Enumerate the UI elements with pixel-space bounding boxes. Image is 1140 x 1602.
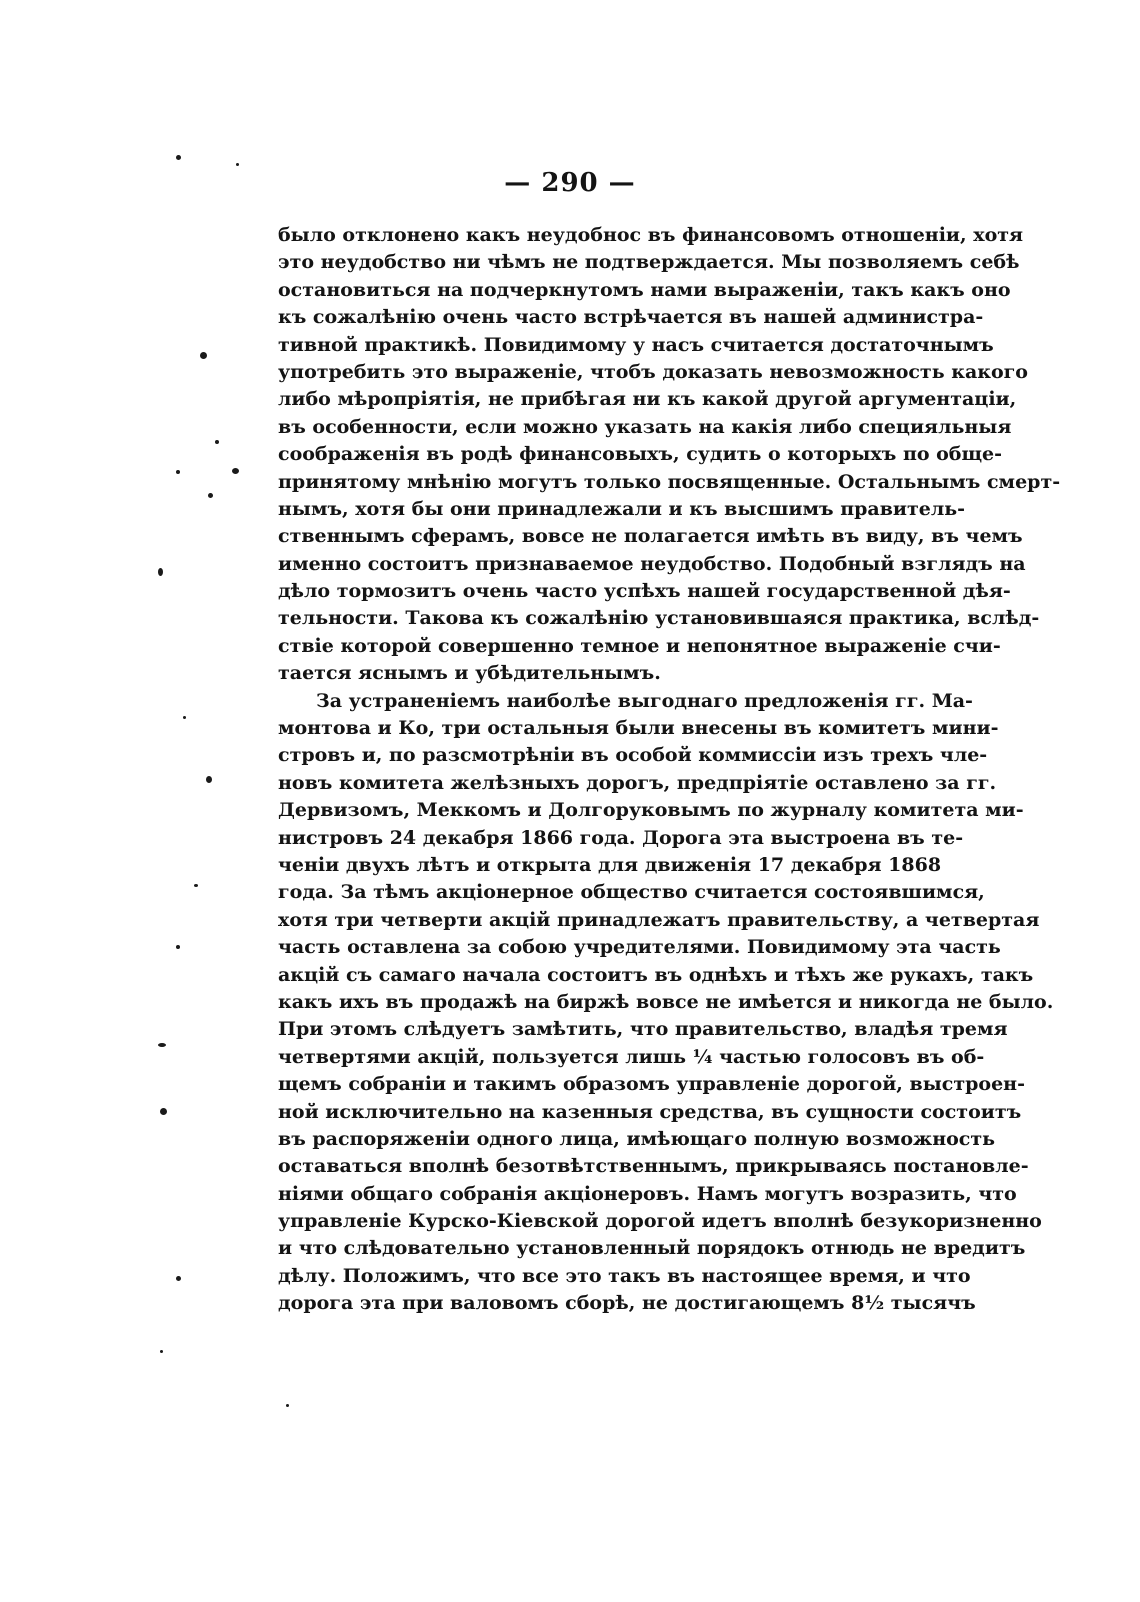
- body-text: [278, 222, 1061, 1318]
- text-line: новъ комитета желѣзныхъ дорогъ, предпрiятie оставлено за гг.: [278, 771, 997, 794]
- text-line: нiями общаго собранiя акцiонеровъ. Намъ могутъ возразить, что: [278, 1182, 1017, 1205]
- text-line: было отклонено какъ неудобнос въ финансовомъ отношенiи, хотя: [278, 224, 1024, 246]
- scan-speck: [236, 163, 239, 166]
- text-line: дѣло тормозитъ очень часто успѣхъ нашей государственной дѣя-: [278, 580, 1011, 603]
- page-number: — 290 —: [504, 168, 636, 198]
- text-line: четвертями акцiй, пользуется лишь ¼ частью голосовъ въ об-: [278, 1045, 985, 1068]
- text-line: монтова и Ко, три остальныя были внесены въ комитетъ мини-: [278, 717, 999, 740]
- paragraph-2: [278, 688, 1054, 1318]
- text-line: ной исключительно на казенныя средства, въ сущности состоитъ: [278, 1100, 1022, 1123]
- text-line: нымъ, хотя бы они принадлежали и къ высшимъ правитель-: [278, 497, 966, 520]
- scan-speck: [200, 352, 207, 359]
- scan-speck: [286, 1404, 289, 1407]
- text-line: въ распоряженiи одного лица, имѣющаго полную возможность: [278, 1127, 996, 1150]
- text-line: соображенiя въ родѣ финансовыхъ, судить о которыхъ по обще-: [278, 443, 1003, 466]
- text-line: При этомъ слѣдуетъ замѣтить, что правительство, владѣя тремя: [278, 1018, 1008, 1041]
- scan-speck: [206, 776, 212, 783]
- text-line: управленie Курско-Кiевской дорогой идетъ вполнѣ безукоризненно: [278, 1210, 1042, 1233]
- scan-speck: [215, 440, 219, 444]
- text-line: и что слѣдовательно установленный порядокъ отнюдь не вредитъ: [278, 1237, 1026, 1260]
- text-line: тается яснымъ и убѣдительнымъ.: [278, 662, 661, 685]
- text-line: года. За тѣмъ акцiонерное общество считается состоявшимся,: [278, 881, 985, 904]
- text-line: къ сожалѣнiю очень часто встрѣчается въ нашей администра-: [278, 306, 984, 329]
- text-line: оставаться вполнѣ безотвѣтственнымъ, прикрываясь постановле-: [278, 1155, 1029, 1178]
- text-line: ствie которой совершенно темное и непонятное выраженie счи-: [278, 634, 1001, 657]
- text-line: стровъ и, по разсмотрѣнiи въ особой коммиссiи изъ трехъ чле-: [278, 744, 988, 767]
- text-line: употребить это выраженie, чтобъ доказать невозможность какого: [278, 360, 1028, 383]
- scan-speck: [158, 568, 163, 576]
- text-line: акцiй съ самаго начала состоитъ въ однѣхъ и тѣхъ же рукахъ, такъ: [278, 963, 1034, 986]
- text-line: За устраненiемъ наиболѣе выгоднаго предложенiя гг. Ма-: [316, 689, 973, 712]
- text-line: дѣлу. Положимъ, что все это такъ въ настоящее время, и что: [278, 1264, 971, 1287]
- text-line: щемъ собранiи и такимъ образомъ управленie дорогой, выстроен-: [278, 1073, 1025, 1096]
- text-line: либо мѣропрiятiя, не прибѣгая ни къ какой другой аргументацiи,: [278, 388, 1017, 411]
- paragraph-1: [278, 222, 1061, 688]
- scan-speck: [176, 155, 181, 160]
- scan-speck: [158, 1043, 166, 1047]
- scan-speck: [176, 470, 180, 474]
- text-line: это неудобство ни чѣмъ не подтверждается. Мы позволяемъ себѣ: [278, 251, 1020, 274]
- text-line: именно состоитъ признаваемое неудобство. Подобный взглядъ на: [278, 552, 1026, 575]
- scan-speck: [183, 716, 186, 719]
- text-line: часть оставлена за собою учредителями. Повидимому эта часть: [278, 936, 1001, 959]
- text-line: дорога эта при валовомъ сборѣ, не достигающемъ 8½ тысячъ: [278, 1292, 976, 1315]
- scan-speck: [160, 1350, 163, 1353]
- scan-speck: [160, 1108, 167, 1115]
- scan-speck: [176, 945, 180, 949]
- text-line: хотя три четверти акцiй принадлежатъ правительству, а четвертая: [278, 908, 1040, 931]
- text-line: тельности. Такова къ сожалѣнiю установившаяся практика, вслѣд-: [278, 607, 1040, 630]
- text-line: въ особенности, если можно указать на какiя либо специяльныя: [278, 415, 1012, 438]
- text-line: ченiи двухъ лѣтъ и открыта для движенiя 17 декабря 1868: [278, 853, 942, 876]
- scan-speck: [194, 884, 198, 887]
- scan-speck: [232, 468, 239, 474]
- text-line: Дервизомъ, Меккомъ и Долгоруковымъ по журналу комитета ми-: [278, 799, 1024, 822]
- text-line: нистровъ 24 декабря 1866 года. Дорога эта выстроена въ те-: [278, 826, 964, 849]
- text-line: какъ ихъ въ продажѣ на биржѣ вовсе не имѣется и никогда не было.: [278, 990, 1054, 1013]
- scan-speck: [176, 1276, 181, 1281]
- text-line: остановиться на подчеркнутомъ нами выраженiи, такъ какъ оно: [278, 278, 1011, 301]
- text-line: принятому мнѣнiю могутъ только посвященные. Остальнымъ смерт-: [278, 470, 1061, 493]
- scan-speck: [208, 493, 213, 498]
- text-line: ственнымъ сферамъ, вовсе не полагается имѣть въ виду, въ чемъ: [278, 525, 1023, 548]
- text-line: тивной практикѣ. Повидимому у насъ считается достаточнымъ: [278, 333, 994, 356]
